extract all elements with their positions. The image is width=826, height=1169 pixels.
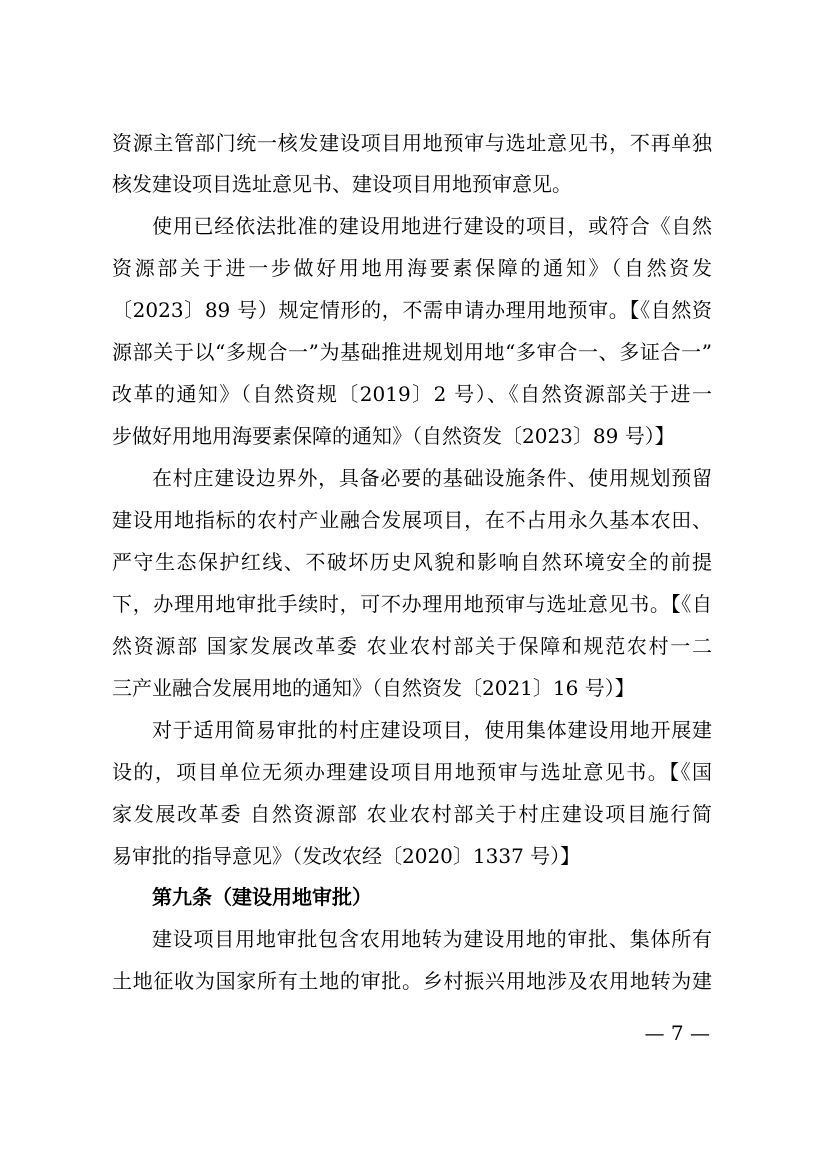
text-line: 资源主管部门统一核发建设项目用地预审与选址意见书，不再单独 bbox=[112, 131, 712, 155]
text-line: 三产业融合发展用地的通知》（自然资发〔2021〕16 号）】 bbox=[112, 676, 635, 700]
text-line: 建设用地指标的农村产业融合发展项目，在不占用永久基本农田、 bbox=[112, 508, 712, 532]
text-line: 对于适用简易审批的村庄建设项目，使用集体建设用地开展建 bbox=[152, 718, 712, 742]
text-line: 下，办理用地审批手续时，可不办理用地预审与选址意见书。【《自 bbox=[112, 592, 712, 616]
text-line: 源部关于以“多规合一”为基础推进规划用地“多审合一、多证合一” bbox=[112, 340, 712, 364]
text-line: 易审批的指导意见》（发改农经〔2020〕1337 号）】 bbox=[112, 844, 581, 868]
article-heading: 第九条（建设用地审批） bbox=[152, 885, 372, 909]
text-line: 严守生态保护红线、不破坏历史风貌和影响自然环境安全的前提 bbox=[112, 550, 712, 574]
text-line: 家发展改革委 自然资源部 农业农村部关于村庄建设项目施行简 bbox=[112, 802, 712, 826]
text-line: 步做好用地用海要素保障的通知》（自然资发〔2023〕89 号）】 bbox=[112, 424, 675, 448]
text-line: 改革的通知》（自然资规〔2019〕2 号）、《自然资源部关于进一 bbox=[112, 382, 712, 406]
text-line: 设的，项目单位无须办理建设项目用地预审与选址意见书。【《国 bbox=[112, 760, 712, 784]
text-line: 使用已经依法批准的建设用地进行建设的项目，或符合《自然 bbox=[152, 214, 712, 238]
text-line: 核发建设项目选址意见书、建设项目用地预审意见。 bbox=[112, 172, 572, 196]
text-line: 在村庄建设边界外，具备必要的基础设施条件、使用规划预留 bbox=[152, 466, 712, 490]
page-number: — 7 — bbox=[644, 1021, 710, 1045]
text-line: 〔2023〕89 号）规定情形的，不需申请办理用地预审。【《自然资 bbox=[112, 298, 712, 322]
text-line: 资源部关于进一步做好用地用海要素保障的通知》（自然资发 bbox=[112, 256, 712, 280]
text-line: 然资源部 国家发展改革委 农业农村部关于保障和规范农村一二 bbox=[112, 634, 712, 658]
text-line: 土地征收为国家所有土地的审批。乡村振兴用地涉及农用地转为建 bbox=[112, 969, 712, 993]
text-line: 建设项目用地审批包含农用地转为建设用地的审批、集体所有 bbox=[152, 927, 712, 951]
